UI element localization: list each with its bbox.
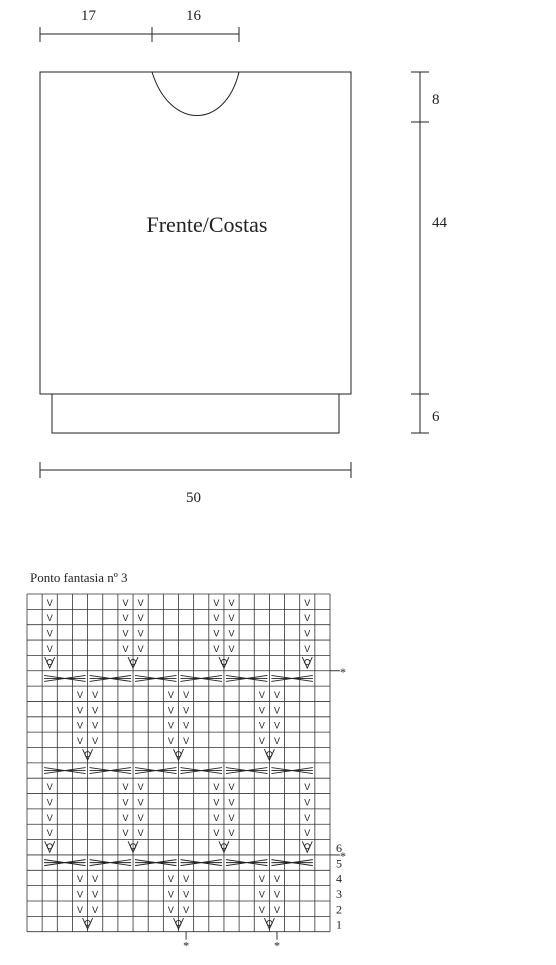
slip-stitch-symbol: V [167, 705, 174, 716]
slip-stitch-symbol: V [46, 628, 53, 639]
slip-stitch-symbol: V [137, 828, 144, 839]
repeat-marker: * [340, 848, 346, 863]
slip-stitch-symbol: V [183, 874, 190, 885]
cable-cross-symbol [181, 860, 222, 866]
neckline [152, 72, 239, 116]
slip-stitch-symbol: V [304, 797, 311, 808]
chart-title: Ponto fantasia nº 3 [30, 570, 128, 585]
slip-stitch-symbol: V [258, 736, 265, 746]
cable-cross-symbol [271, 860, 312, 866]
yarn-over-icon [305, 844, 310, 849]
cable-cross-symbol [271, 675, 312, 681]
cable-cross-symbol [44, 768, 85, 774]
slip-stitch-symbol: V [304, 782, 311, 793]
dec-stitch-symbol [302, 657, 312, 668]
slip-stitch-symbol: V [92, 736, 99, 746]
slip-stitch-symbol: V [183, 889, 190, 900]
cable-cross-symbol [181, 768, 222, 774]
slip-stitch-symbol: V [46, 597, 53, 608]
yarn-over-icon [305, 659, 310, 664]
dim-rib: 6 [432, 409, 440, 425]
repeat-marker: * [183, 938, 190, 953]
dim-width: 50 [186, 490, 201, 506]
cable-cross-symbol [44, 675, 85, 681]
yarn-over-icon [47, 844, 52, 849]
slip-stitch-symbol: V [228, 643, 235, 654]
row-number: 1 [336, 917, 342, 932]
repeat-marker: * [273, 938, 280, 953]
slip-stitch-symbol: V [137, 597, 144, 608]
cable-cross-symbol [90, 768, 131, 774]
slip-stitch-symbol: V [304, 613, 311, 624]
slip-stitch-symbol: V [228, 812, 235, 823]
slip-stitch-symbol: V [183, 689, 190, 700]
slip-stitch-symbol: V [183, 720, 190, 731]
slip-stitch-symbol: V [77, 736, 84, 746]
dec-stitch-symbol [302, 841, 312, 852]
slip-stitch-symbol: V [273, 689, 280, 700]
slip-stitch-symbol: V [46, 613, 53, 624]
slip-stitch-symbol: V [46, 797, 53, 808]
slip-stitch-symbol: V [183, 736, 190, 746]
slip-stitch-symbol: V [46, 782, 53, 793]
slip-stitch-symbol: V [183, 904, 190, 915]
schematic-title: Frente/Costas [146, 212, 268, 237]
slip-stitch-symbol: V [122, 597, 129, 608]
slip-stitch-symbol: V [213, 812, 220, 823]
slip-stitch-symbol: V [273, 736, 280, 746]
slip-stitch-symbol: V [77, 904, 84, 915]
slip-stitch-symbol: V [213, 613, 220, 624]
slip-stitch-symbol: V [77, 720, 84, 731]
slip-stitch-symbol: V [137, 797, 144, 808]
dim-shoulder: 17 [81, 8, 96, 24]
slip-stitch-symbol: V [92, 904, 99, 915]
slip-stitch-symbol: V [122, 613, 129, 624]
slip-stitch-symbol: V [273, 705, 280, 716]
slip-stitch-symbol: V [92, 874, 99, 885]
slip-stitch-symbol: V [77, 705, 84, 716]
slip-stitch-symbol: V [122, 628, 129, 639]
row-number: 6 [336, 840, 342, 855]
row-number: 3 [336, 887, 342, 901]
row-number: 2 [336, 902, 342, 917]
slip-stitch-symbol: V [92, 889, 99, 900]
slip-stitch-symbol: V [167, 720, 174, 731]
dim-body-length: 44 [432, 215, 447, 231]
cable-cross-symbol [135, 768, 176, 774]
row-number: 4 [336, 871, 342, 886]
slip-stitch-symbol: V [122, 643, 129, 654]
slip-stitch-symbol: V [167, 874, 174, 885]
slip-stitch-symbol: V [77, 889, 84, 900]
slip-stitch-symbol: V [137, 782, 144, 793]
cable-cross-symbol [135, 675, 176, 681]
slip-stitch-symbol: V [183, 705, 190, 716]
slip-stitch-symbol: V [258, 689, 265, 700]
slip-stitch-symbol: V [228, 797, 235, 808]
slip-stitch-symbol: V [304, 597, 311, 608]
slip-stitch-symbol: V [304, 643, 311, 654]
dec-stitch-symbol [45, 841, 55, 852]
cable-cross-symbol [226, 860, 267, 866]
row-number: 5 [336, 856, 342, 871]
slip-stitch-symbol: V [167, 889, 174, 900]
slip-stitch-symbol: V [228, 628, 235, 639]
cable-cross-symbol [226, 768, 267, 774]
slip-stitch-symbol: V [304, 812, 311, 823]
slip-stitch-symbol: V [92, 705, 99, 716]
slip-stitch-symbol: V [137, 812, 144, 823]
slip-stitch-symbol: V [46, 828, 53, 839]
cable-cross-symbol [44, 860, 85, 866]
slip-stitch-symbol: V [228, 613, 235, 624]
slip-stitch-symbol: V [77, 689, 84, 700]
slip-stitch-symbol: V [273, 889, 280, 900]
dec-stitch-symbol [45, 657, 55, 668]
slip-stitch-symbol: V [273, 904, 280, 915]
slip-stitch-symbol: V [273, 720, 280, 731]
cable-cross-symbol [181, 675, 222, 681]
dim-armhole: 8 [432, 92, 440, 108]
slip-stitch-symbol: V [92, 720, 99, 731]
slip-stitch-symbol: V [167, 736, 174, 746]
slip-stitch-symbol: V [213, 643, 220, 654]
slip-stitch-symbol: V [304, 828, 311, 839]
slip-stitch-symbol: V [46, 812, 53, 823]
slip-stitch-symbol: V [304, 628, 311, 639]
yarn-over-icon [47, 659, 52, 664]
slip-stitch-symbol: V [258, 904, 265, 915]
slip-stitch-symbol: V [258, 874, 265, 885]
slip-stitch-symbol: V [258, 720, 265, 731]
slip-stitch-symbol: V [122, 828, 129, 839]
slip-stitch-symbol: V [46, 643, 53, 654]
slip-stitch-symbol: V [213, 828, 220, 839]
rib-panel [52, 394, 339, 433]
slip-stitch-symbol: V [258, 705, 265, 716]
cable-cross-symbol [90, 860, 131, 866]
slip-stitch-symbol: V [92, 689, 99, 700]
slip-stitch-symbol: V [213, 782, 220, 793]
slip-stitch-symbol: V [228, 782, 235, 793]
schematic [40, 27, 429, 478]
slip-stitch-symbol: V [122, 812, 129, 823]
slip-stitch-symbol: V [273, 874, 280, 885]
slip-stitch-symbol: V [77, 874, 84, 885]
cable-cross-symbol [135, 860, 176, 866]
slip-stitch-symbol: V [228, 828, 235, 839]
slip-stitch-symbol: V [213, 628, 220, 639]
dim-neck: 16 [186, 8, 201, 24]
slip-stitch-symbol: V [167, 904, 174, 915]
repeat-marker: * [340, 664, 346, 679]
cable-cross-symbol [271, 768, 312, 774]
slip-stitch-symbol: V [213, 797, 220, 808]
slip-stitch-symbol: V [258, 889, 265, 900]
slip-stitch-symbol: V [122, 797, 129, 808]
slip-stitch-symbol: V [213, 597, 220, 608]
slip-stitch-symbol: V [137, 613, 144, 624]
slip-stitch-symbol: V [122, 782, 129, 793]
stitch-chart [27, 594, 346, 953]
slip-stitch-symbol: V [167, 689, 174, 700]
cable-cross-symbol [226, 675, 267, 681]
slip-stitch-symbol: V [137, 628, 144, 639]
cable-cross-symbol [90, 675, 131, 681]
slip-stitch-symbol: V [137, 643, 144, 654]
slip-stitch-symbol: V [228, 597, 235, 608]
